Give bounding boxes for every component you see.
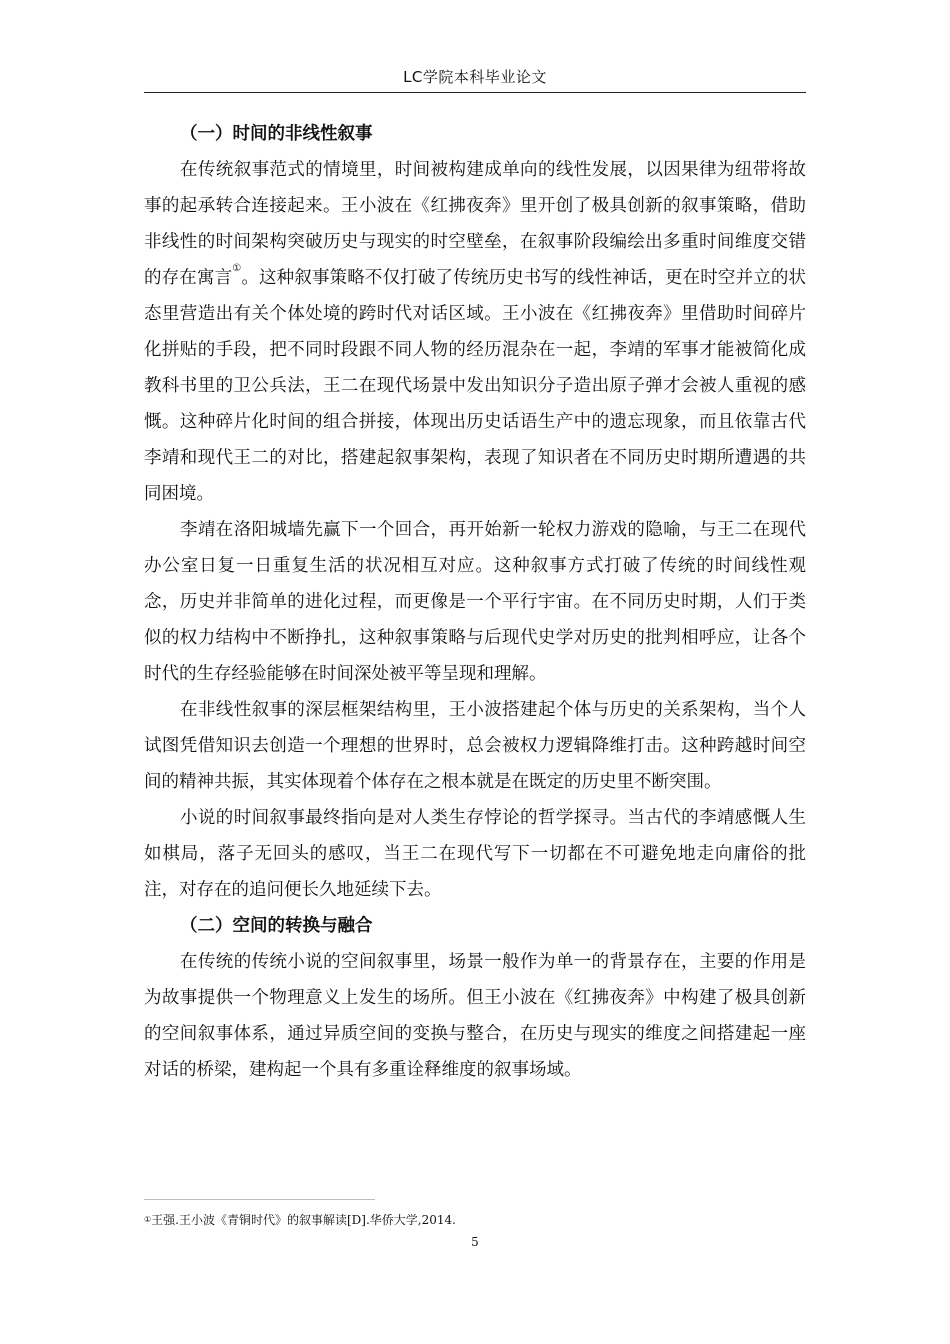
page-number: 5 bbox=[471, 1235, 479, 1249]
footnote-separator bbox=[144, 1199, 375, 1200]
footnote-text: 王强.王小波《青铜时代》的叙事解读[D].华侨大学,2014. bbox=[151, 1213, 456, 1227]
footnote bbox=[144, 1212, 806, 1228]
paragraph-text: 在传统叙事范式的情境里，时间被构建成单向的线性发展，以因果律为纽带将故事的起承转合连接起来。王小波在《红拂夜奔》里开创了极具创新的叙事策略，借助非线性的时间架构突破历史与现实的时空壁垒，在叙事阶段编绘出多重时间维度交错的存在寓言 bbox=[144, 160, 806, 288]
section-heading-space: （二）空间的转换与融合 bbox=[180, 916, 373, 936]
footnote-mark: ① bbox=[144, 1215, 152, 1224]
header-rule bbox=[144, 92, 806, 93]
paragraph-space-1: 在传统的传统小说的空间叙事里，场景一般作为单一的背景存在，主要的作用是为故事提供一个物理意义上发生的场所。但王小波在《红拂夜奔》中构建了极具创新的空间叙事体系，通过异质空间的变换与整合，在历史与现实的维度之间搭建起一座对话的桥梁，建构起一个具有多重诠释维度的叙事场域。 bbox=[144, 952, 806, 1080]
body-text bbox=[144, 116, 806, 1088]
paragraph-time-2: 李靖在洛阳城墙先赢下一个回合，再开始新一轮权力游戏的隐喻，与王二在现代办公室日复一日重复生活的状况相互对应。这种叙事方式打破了传统的时间线性观念，历史并非简单的进化过程，而更像是一个平行宇宙。在不同历史时期，人们于类似的权力结构中不断挣扎，这种叙事策略与后现代史学对历史的批判相呼应，让各个时代的生存经验能够在时间深处被平等呈现和理解。 bbox=[144, 520, 806, 684]
paragraph-text: 。这种叙事策略不仅打破了传统历史书写的线性神话，更在时空并立的状态里营造出有关个体处境的跨时代对话区域。王小波在《红拂夜奔》里借助时间碎片化拼贴的手段，把不同时段跟不同人物的经历混杂在一起，李靖的军事才能被简化成教科书里的卫公兵法，王二在现代场景中发出知识分子造出原子弹才会被人重视的感慨。这种碎片化时间的组合拼接，体现出历史话语生产中的遗忘现象，而且依靠古代李靖和现代王二的对比，搭建起叙事架构，表现了知识者在不同历史时期所遭遇的共同困境。 bbox=[144, 268, 807, 504]
footnote-reference[interactable]: ① bbox=[232, 263, 242, 274]
running-header: LC学院本科毕业论文 bbox=[403, 68, 547, 86]
section-heading-time: （一）时间的非线性叙事 bbox=[180, 124, 373, 144]
paragraph-time-3: 在非线性叙事的深层框架结构里，王小波搭建起个体与历史的关系架构，当个人试图凭借知识去创造一个理想的世界时，总会被权力逻辑降维打击。这种跨越时间空间的精神共振，其实体现着个体存在之根本就是在既定的历史里不断突围。 bbox=[144, 700, 806, 792]
paragraph-time-4: 小说的时间叙事最终指向是对人类生存悖论的哲学探寻。当古代的李靖感慨人生如棋局，落子无回头的感叹，当王二在现代写下一切都在不可避免地走向庸俗的批注，对存在的追问便长久地延续下去。 bbox=[144, 808, 806, 900]
paragraph-time-1 bbox=[144, 152, 806, 512]
